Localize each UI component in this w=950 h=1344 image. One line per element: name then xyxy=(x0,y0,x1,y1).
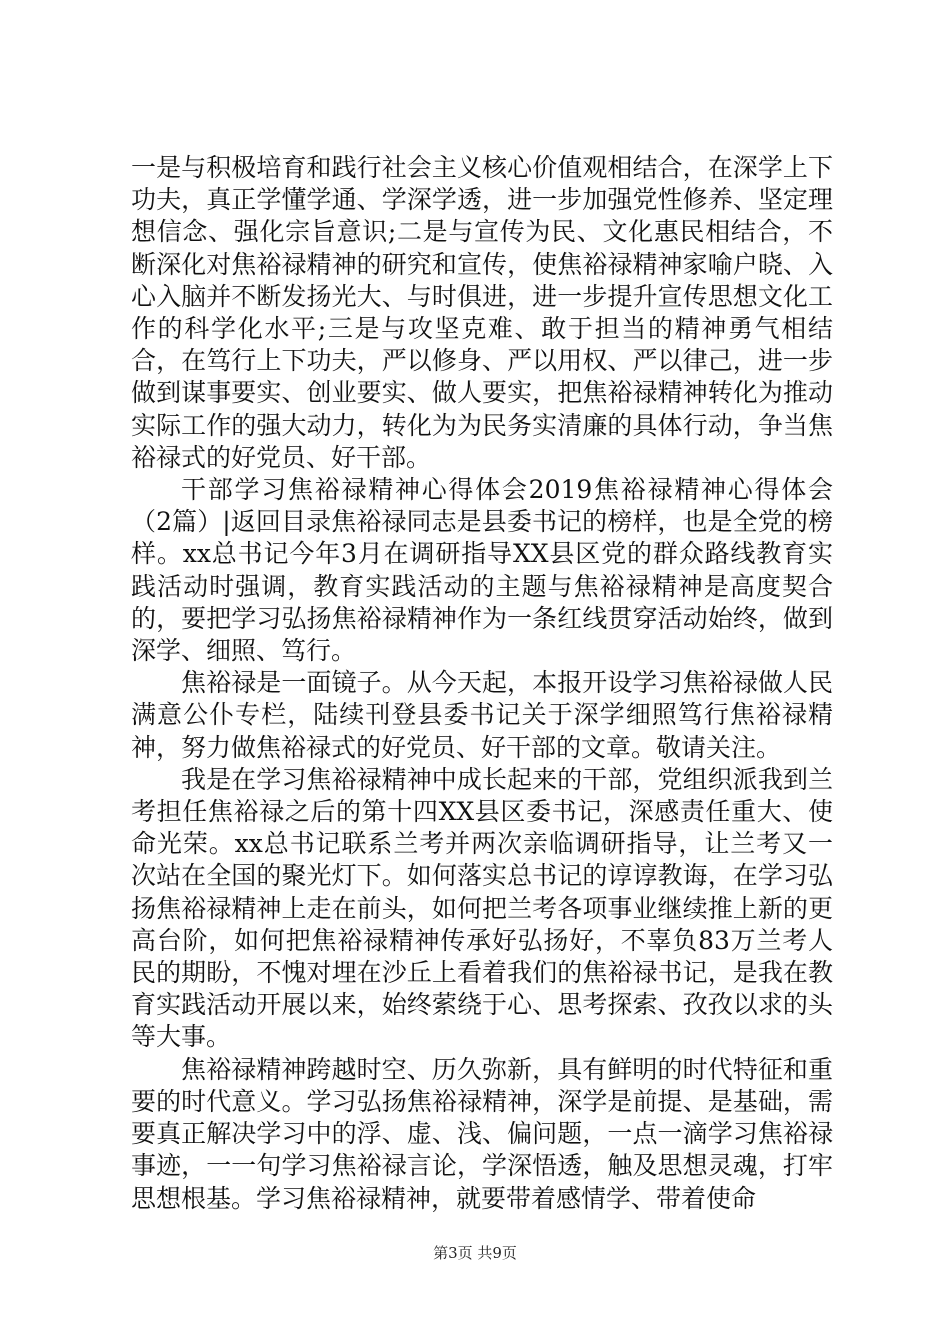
paragraph-2: 干部学习焦裕禄精神心得体会2019焦裕禄精神心得体会（2篇）|返回目录焦裕禄同志是县委书记的榜样，也是全党的榜样。xx总书记今年3月在调研指导XX县区党的群众路线教育实践活动时强调，教育实践活动的主题与焦裕禄精神是高度契合的，要把学习弘扬焦裕禄精神作为一条红线贯穿活动始终，做到深学、细照、笃行。 xyxy=(131,475,833,666)
paragraph-1: 一是与积极培育和践行社会主义核心价值观相结合，在深学上下功夫，真正学懂学通、学深学透，进一步加强党性修养、坚定理想信念、强化宗旨意识;二是与宣传为民、文化惠民相结合，不断深化对焦裕禄精神的研究和宣传，使焦裕禄精神家喻户晓、入心入脑并不断发扬光大、与时俱进，进一步提升宣传思想文化工作的科学化水平;三是与攻坚克难、敢于担当的精神勇气相结合，在笃行上下功夫，严以修身、严以用权、严以律己，进一步做到谋事要实、创业要实、做人要实，把焦裕禄精神转化为推动实际工作的强大动力，转化为为民务实清廉的具体行动，争当焦裕禄式的好党员、好干部。 xyxy=(131,153,833,472)
paragraph-3: 焦裕禄是一面镜子。从今天起，本报开设学习焦裕禄做人民满意公仆专栏，陆续刊登县委书记关于深学细照笃行焦裕禄精神，努力做焦裕禄式的好党员、好干部的文章。敬请关注。 xyxy=(131,668,833,762)
paragraph-4: 我是在学习焦裕禄精神中成长起来的干部，党组织派我到兰考担任焦裕禄之后的第十四XX县区委书记，深感责任重大、使命光荣。xx总书记联系兰考并两次亲临调研指导，让兰考又一次站在全国的聚光灯下。如何落实总书记的谆谆教诲，在学习弘扬焦裕禄精神上走在前头，如何把兰考各项事业继续推上新的更高台阶，如何把焦裕禄精神传承好弘扬好，不辜负83万兰考人民的期盼，不愧对埋在沙丘上看着我们的焦裕禄书记，是我在教育实践活动开展以来，始终萦绕于心、思考探索、孜孜以求的头等大事。 xyxy=(131,764,833,1052)
page-footer xyxy=(0,1243,950,1263)
document-body xyxy=(131,152,833,1215)
page-number-label: 第3页 共9页 xyxy=(433,1244,517,1262)
paragraph-5: 焦裕禄精神跨越时空、历久弥新，具有鲜明的时代特征和重要的时代意义。学习弘扬焦裕禄精神，深学是前提、是基础，需要真正解决学习中的浮、虚、浅、偏问题，一点一滴学习焦裕禄事迹，一一句学习焦裕禄言论，学深悟透，触及思想灵魂，打牢思想根基。学习焦裕禄精神，就要带着感情学、带着使命 xyxy=(131,1054,833,1213)
